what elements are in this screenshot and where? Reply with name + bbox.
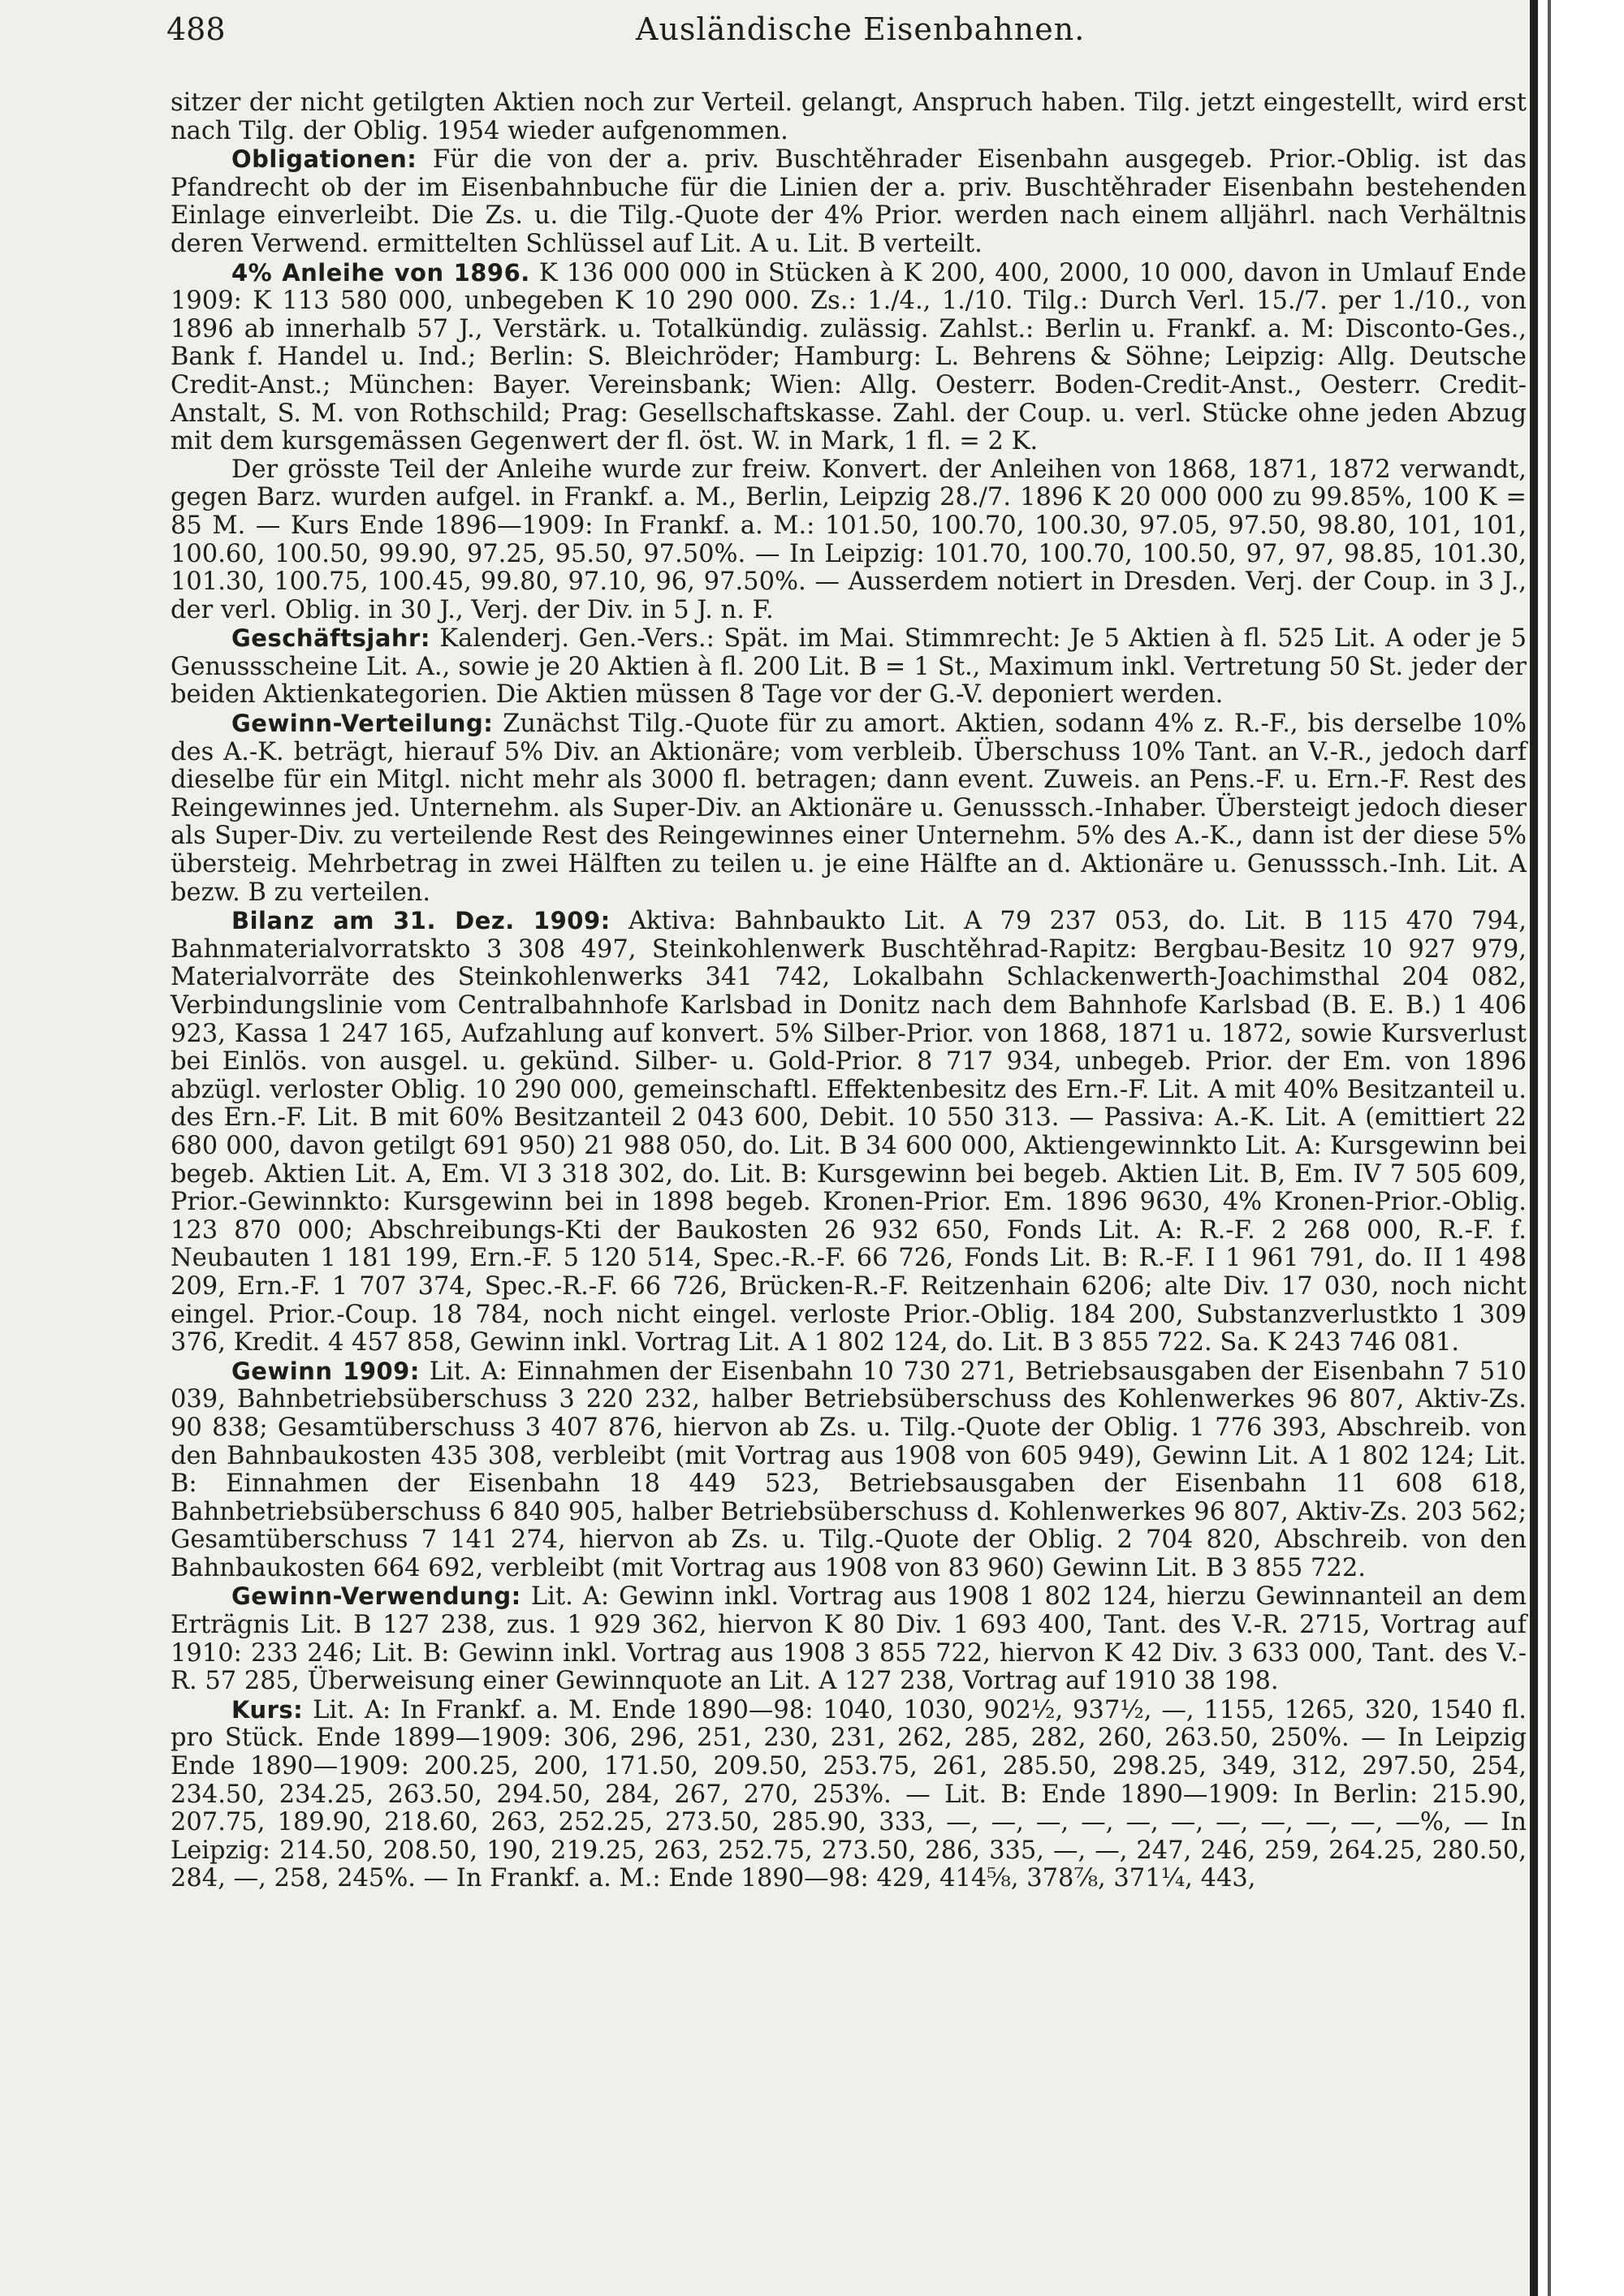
paragraph-kurs	[171, 1696, 1527, 1893]
paragraph-konvertierung	[171, 456, 1527, 625]
paragraph-text: Aktiva: Bahnbaukto Lit. A 79 237 053, do. Lit. B 115 470 794, Bahnmaterialvorratskto 3 308 497, Steinkohlenwerk Buschtěhrad-Rapitz: Bergbau-Besitz 10 927 979, Materialvorräte des Steinkohlenwerks 341 742, Lokalbahn Schlackenwerth-Joachimsthal 204 082, Verbindungslinie vom Centralbahnhofe Karlsbad in Donitz nach dem Bahnhofe Karlsbad (B. E. B.) 1 406 923, Kassa 1 247 165, Aufzahlung auf konvert. 5% Silber-Prior. von 1868, 1871 u. 1872, sowie Kursverlust bei Einlös. von ausgel. u. gekünd. Silber- u. Gold-Prior. 8 717 934, unbegeb. Prior. der Em. von 1896 abzügl. verloster Oblig. 10 290 000, gemeinschaftl. Effektenbesitz des Ern.-F. Lit. A mit 40% Besitzanteil u. des Ern.-F. Lit. B mit 60% Besitzanteil 2 043 600, Debit. 10 550 313. — Passiva: A.-K. Lit. A (emittiert 22 680 000, davon getilgt 691 950) 21 988 050, do. Lit. B 34 600 000, Aktiengewinnkto Lit. A: Kursgewinn bei begeb. Aktien Lit. A, Em. VI 3 318 302, do. Lit. B: Kursgewinn bei begeb. Aktien Lit. B, Em. IV 7 505 609, Prior.-Gewinnkto: Kursgewinn bei in 1898 begeb. Kronen-Prior. Em. 1896 9630, 4% Kronen-Prior.-Oblig. 123 870 000; Abschreibungs-Kti der Baukosten 26 932 650, Fonds Lit. A: R.-F. 2 268 000, R.-F. f. Neubauten 1 181 199, Ern.-F. 5 120 514, Spec.-R.-F. 66 726, Fonds Lit. B: R.-F. I 1 961 791, do. II 1 498 209, Ern.-F. 1 707 374, Spec.-R.-F. 66 726, Brücken-R.-F. Reitzenhain 6206; alte Div. 17 030, noch nicht eingel. Prior.-Coup. 18 784, noch nicht eingel. verloste Prior.-Oblig. 184 200, Substanzverlustkto 1 309 376, Kredit. 4 457 858, Gewinn inkl. Vortrag Lit. A 1 802 124, do. Lit. B 3 855 722. Sa. K 243 746 081.	[171, 907, 1527, 1357]
paragraph-text: sitzer der nicht getilgten Aktien noch zur Verteil. gelangt, Anspruch haben. Tilg. jetzt eingestellt, wird erst nach Tilg. der Oblig. 1954 wieder aufgenommen.	[171, 88, 1527, 145]
running-title: Ausländische Eisenbahnen.	[636, 11, 1086, 47]
paragraph-heading: Gewinn-Verwendung:	[231, 1582, 521, 1611]
paragraph-anleihe-1896	[171, 259, 1527, 456]
page-body	[171, 89, 1527, 1893]
paragraph-heading: 4% Anleihe von 1896.	[231, 258, 530, 287]
paragraph-text: Zunächst Tilg.-Quote für zu amort. Aktien, sodann 4% z. R.-F., bis derselbe 10% des A.-K. beträgt, hierauf 5% Div. an Aktionäre; vom verbleib. Überschuss 10% Tant. an V.-R., jedoch darf dieselbe für ein Mitgl. nicht mehr als 3000 fl. betragen; dann event. Zuweis. an Pens.-F. u. Ern.-F. Rest des Reingewinnes jed. Unternehm. als Super-Div. an Aktionäre u. Genusssch.-Inhaber. Übersteigt jedoch dieser als Super-Div. zu verteilende Rest des Reingewinnes einer Unternehm. 5% des A.-K., dann ist der diese 5% übersteig. Mehrbetrag in zwei Hälften zu teilen u. je eine Hälfte an d. Aktionäre u. Genusssch.-Inh. Lit. A bezw. B zu verteilen.	[171, 710, 1527, 907]
paragraph-heading: Gewinn 1909:	[231, 1357, 420, 1385]
paragraph-text: Kalenderj. Gen.-Vers.: Spät. im Mai. Stimmrecht: Je 5 Aktien à fl. 525 Lit. A oder je 5 Genussscheine Lit. A., sowie je 20 Aktien à fl. 200 Lit. B = 1 St., Maximum inkl. Vertretung 50 St. jeder der beiden Aktienkategorien. Die Aktien müssen 8 Tage vor der G.-V. deponiert werden.	[171, 624, 1527, 710]
page-header	[166, 11, 1527, 52]
paragraph-heading: Obligationen:	[231, 145, 417, 174]
paragraph-heading: Bilanz am 31. Dez. 1909:	[231, 907, 611, 935]
edge-shadow	[1530, 0, 1538, 2296]
paragraph-text: Der grösste Teil der Anleihe wurde zur freiw. Konvert. der Anleihen von 1868, 1871, 1872 verwandt, gegen Barz. wurden aufgel. in Frankf. a. M., Berlin, Leipzig 28./7. 1896 K 20 000 000 zu 99.85%, 100 K = 85 M. — Kurs Ende 1896—1909: In Frankf. a. M.: 101.50, 100.70, 100.30, 97.05, 97.50, 98.80, 101, 101, 100.60, 100.50, 99.90, 97.25, 95.50, 97.50%. — In Leipzig: 101.70, 100.70, 100.50, 97, 97, 98.85, 101.30, 101.30, 100.75, 100.45, 99.80, 97.10, 96, 97.50%. — Ausserdem notiert in Dresden. Verj. der Coup. in 3 J., der verl. Oblig. in 30 J., Verj. der Div. in 5 J. n. F.	[171, 455, 1527, 624]
paragraph-text: Lit. A: In Frankf. a. M. Ende 1890—98: 1040, 1030, 902½, 937½, —, 1155, 1265, 320, 1540 fl. pro Stück. Ende 1899—1909: 306, 296, 251, 230, 231, 262, 285, 282, 260, 263.50, 250%. — In Leipzig Ende 1890—1909: 200.25, 200, 171.50, 209.50, 253.75, 261, 285.50, 298.25, 349, 312, 297.50, 254, 234.50, 234.25, 263.50, 294.50, 284, 267, 270, 253%. — Lit. B: Ende 1890—1909: In Berlin: 215.90, 207.75, 189.90, 218.60, 263, 252.25, 273.50, 285.90, 333, —, —, —, —, —, —, —, —, —, —, —%, — In Leipzig: 214.50, 208.50, 190, 219.25, 263, 252.75, 273.50, 286, 335, —, —, 247, 246, 259, 264.25, 280.50, 284, —, 258, 245%. — In Frankf. a. M.: Ende 1890—98: 429, 414⅝, 378⅞, 371¼, 443,	[171, 1695, 1527, 1893]
paragraph-text: K 136 000 000 in Stücken à K 200, 400, 2000, 10 000, davon in Umlauf Ende 1909: K 113 580 000, unbegeben K 10 290 000. Zs.: 1./4., 1./10. Tilg.: Durch Verl. 15./7. per 1./10., von 1896 ab innerhalb 57 J., Verstärk. u. Totalkündig. zulässig. Zahlst.: Berlin u. Frankf. a. M: Disconto-Ges., Bank f. Handel u. Ind.; Berlin: S. Bleichröder; Hamburg: L. Behrens & Söhne; Leipzig: Allg. Deutsche Credit-Anst.; München: Bayer. Vereinsbank; Wien: Allg. Oesterr. Boden-Credit-Anst., Oesterr. Credit-Anstalt, S. M. von Rothschild; Prag: Gesellschaftskasse. Zahl. der Coup. u. verl. Stücke ohne jeden Abzug mit dem kursgemässen Gegenwert der fl. öst. W. in Mark, 1 fl. = 2 K.	[171, 258, 1527, 456]
paragraph-heading: Kurs:	[231, 1695, 304, 1724]
edge-line	[1548, 0, 1551, 2296]
paragraph-obligationen	[171, 145, 1527, 258]
paragraph-heading: Geschäftsjahr:	[231, 624, 430, 653]
paragraph-continuation	[171, 89, 1527, 145]
paragraph-text: Lit. A: Einnahmen der Eisenbahn 10 730 271, Betriebsausgaben der Eisenbahn 7 510 039, Bahnbetriebsüberschuss 3 220 232, halber Betriebsüberschuss des Kohlenwerkes 96 807, Aktiv-Zs. 90 838; Gesamtüberschuss 3 407 876, hiervon ab Zs. u. Tilg.-Quote der Oblig. 1 776 393, Abschreib. von den Bahnbaukosten 435 308, verbleibt (mit Vortrag aus 1908 von 605 949), Gewinn Lit. A 1 802 124; Lit. B: Einnahmen der Eisenbahn 18 449 523, Betriebsausgaben der Eisenbahn 11 608 618, Bahnbetriebsüberschuss 6 840 905, halber Betriebsüberschuss d. Kohlenwerkes 96 807, Aktiv-Zs. 203 562; Gesamtüberschuss 7 141 274, hiervon ab Zs. u. Tilg.-Quote der Oblig. 2 704 820, Abschreib. von den Bahnbaukosten 664 692, verbleibt (mit Vortrag aus 1908 von 83 960) Gewinn Lit. B 3 855 722.	[171, 1357, 1527, 1582]
paragraph-geschaeftsjahr	[171, 624, 1527, 710]
page-number: 488	[166, 11, 226, 47]
paragraph-gewinn-1909	[171, 1357, 1527, 1583]
paragraph-heading: Gewinn-Verteilung:	[231, 710, 494, 738]
paragraph-text: Lit. A: Gewinn inkl. Vortrag aus 1908 1 802 124, hierzu Gewinnanteil an dem Erträgnis Lit. B 127 238, zus. 1 929 362, hiervon K 80 Div. 1 693 400, Tant. des V.-R. 2715, Vortrag auf 1910: 233 246; Lit. B: Gewinn inkl. Vortrag aus 1908 3 855 722, hiervon K 42 Div. 3 633 000, Tant. des V.-R. 57 285, Überweisung einer Gewinnquote an Lit. A 127 238, Vortrag auf 1910 38 198.	[171, 1582, 1527, 1696]
paragraph-gewinn-verwendung	[171, 1582, 1527, 1695]
scan-right-edge	[1530, 0, 1624, 2296]
paragraph-text: Für die von der a. priv. Buschtěhrader Eisenbahn ausgegeb. Prior.-Oblig. ist das Pfandrecht ob der im Eisenbahnbuche für die Linien der a. priv. Buschtěhrader Eisenbahn bestehenden Einlage einverleibt. Die Zs. u. die Tilg.-Quote der 4% Prior. werden nach einem alljährl. nach Verhältnis deren Verwend. ermittelten Schlüssel auf Lit. A u. Lit. B verteilt.	[171, 145, 1527, 258]
paragraph-gewinn-verteilung	[171, 710, 1527, 907]
paragraph-bilanz	[171, 907, 1527, 1357]
